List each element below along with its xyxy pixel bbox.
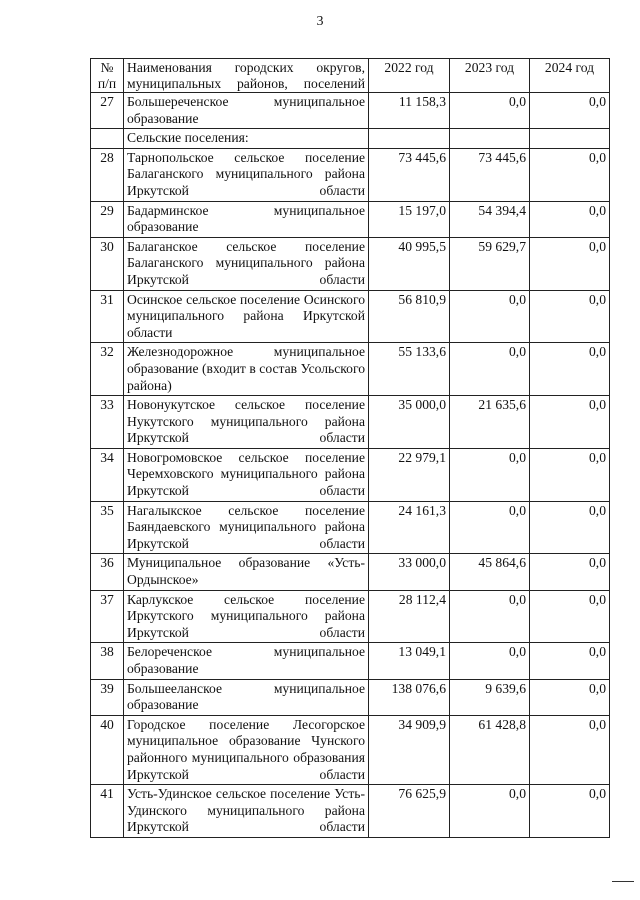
value-2024: 0,0 xyxy=(530,785,610,838)
value-2022: 24 161,3 xyxy=(369,501,450,554)
value-2022: 40 995,5 xyxy=(369,237,450,290)
table-row xyxy=(91,785,610,838)
value-2023: 61 428,8 xyxy=(450,715,530,784)
row-number: 36 xyxy=(91,554,124,590)
table-row xyxy=(91,679,610,715)
value-2023: 0,0 xyxy=(450,290,530,343)
value-2024: 0,0 xyxy=(530,554,610,590)
row-name: Новогромовское сельское поселение Черемховского муниципального района Иркутской области xyxy=(124,448,369,501)
value-2022: 55 133,6 xyxy=(369,343,450,396)
value-2023: 21 635,6 xyxy=(450,396,530,449)
table-row xyxy=(91,201,610,237)
value-2022 xyxy=(369,129,450,149)
table-row xyxy=(91,448,610,501)
value-2022: 73 445,6 xyxy=(369,148,450,201)
value-2024: 0,0 xyxy=(530,201,610,237)
table-row xyxy=(91,396,610,449)
value-2023: 0,0 xyxy=(450,343,530,396)
value-2024: 0,0 xyxy=(530,590,610,643)
row-number: 41 xyxy=(91,785,124,838)
value-2024: 0,0 xyxy=(530,501,610,554)
row-number xyxy=(91,129,124,149)
row-number: 28 xyxy=(91,148,124,201)
subsidy-table xyxy=(90,58,610,838)
row-number: 33 xyxy=(91,396,124,449)
table-row xyxy=(91,93,610,129)
table-row xyxy=(91,237,610,290)
row-name: Карлукское сельское поселение Иркутского муниципального района Иркутской области xyxy=(124,590,369,643)
page-edge-mark xyxy=(612,881,634,882)
row-name: Осинское сельское поселение Осинского муниципального района Иркутской области xyxy=(124,290,369,343)
header-2024: 2024 год xyxy=(530,59,610,93)
row-number: 34 xyxy=(91,448,124,501)
value-2023: 9 639,6 xyxy=(450,679,530,715)
row-number: 29 xyxy=(91,201,124,237)
row-name: Усть-Удинское сельское поселение Усть-Удинского муниципального района Иркутской области xyxy=(124,785,369,838)
value-2023: 0,0 xyxy=(450,93,530,129)
value-2022: 34 909,9 xyxy=(369,715,450,784)
header-2022: 2022 год xyxy=(369,59,450,93)
row-name: Большееланское муниципальное образование xyxy=(124,679,369,715)
value-2022: 35 000,0 xyxy=(369,396,450,449)
value-2024: 0,0 xyxy=(530,448,610,501)
value-2023: 54 394,4 xyxy=(450,201,530,237)
value-2023: 0,0 xyxy=(450,785,530,838)
row-name: Бадарминское муниципальное образование xyxy=(124,201,369,237)
table-header-row xyxy=(91,59,610,93)
table-row xyxy=(91,715,610,784)
row-name: Нагалыкское сельское поселение Баяндаевского муниципального района Иркутской области xyxy=(124,501,369,554)
table-row xyxy=(91,643,610,679)
row-number: 38 xyxy=(91,643,124,679)
value-2024: 0,0 xyxy=(530,237,610,290)
table-row xyxy=(91,590,610,643)
table-row xyxy=(91,343,610,396)
row-name: Балаганское сельское поселение Балаганского муниципального района Иркутской области xyxy=(124,237,369,290)
value-2023: 0,0 xyxy=(450,590,530,643)
row-number: 31 xyxy=(91,290,124,343)
value-2023: 73 445,6 xyxy=(450,148,530,201)
value-2024: 0,0 xyxy=(530,148,610,201)
value-2024: 0,0 xyxy=(530,643,610,679)
value-2022: 15 197,0 xyxy=(369,201,450,237)
value-2024: 0,0 xyxy=(530,290,610,343)
value-2024: 0,0 xyxy=(530,343,610,396)
value-2022: 11 158,3 xyxy=(369,93,450,129)
row-name: Муниципальное образование «Усть-Ордынское» xyxy=(124,554,369,590)
row-number: 40 xyxy=(91,715,124,784)
row-number: 27 xyxy=(91,93,124,129)
value-2024: 0,0 xyxy=(530,396,610,449)
header-name: Наименования городских округов, муниципальных районов, поселений xyxy=(124,59,369,93)
value-2022: 138 076,6 xyxy=(369,679,450,715)
value-2022: 28 112,4 xyxy=(369,590,450,643)
table-row xyxy=(91,148,610,201)
value-2023 xyxy=(450,129,530,149)
row-number: 37 xyxy=(91,590,124,643)
row-name: Городское поселение Лесогорское муниципальное образование Чунского районного муниципального образования Иркутской области xyxy=(124,715,369,784)
table-row xyxy=(91,501,610,554)
row-number: 32 xyxy=(91,343,124,396)
row-name: Тарнопольское сельское поселение Балаганского муниципального района Иркутской области xyxy=(124,148,369,201)
row-name: Железнодорожное муниципальное образование (входит в состав Усольского района) xyxy=(124,343,369,396)
value-2023: 0,0 xyxy=(450,643,530,679)
value-2023: 59 629,7 xyxy=(450,237,530,290)
value-2022: 56 810,9 xyxy=(369,290,450,343)
row-name: Новонукутское сельское поселение Нукутского муниципального района Иркутской области xyxy=(124,396,369,449)
section-label: Сельские поселения: xyxy=(124,129,369,149)
value-2022: 13 049,1 xyxy=(369,643,450,679)
value-2024: 0,0 xyxy=(530,93,610,129)
table-row-section xyxy=(91,129,610,149)
value-2022: 76 625,9 xyxy=(369,785,450,838)
row-name: Большереченское муниципальное образование xyxy=(124,93,369,129)
row-number: 35 xyxy=(91,501,124,554)
table-row xyxy=(91,554,610,590)
value-2023: 0,0 xyxy=(450,501,530,554)
row-name: Белореченское муниципальное образование xyxy=(124,643,369,679)
row-number: 30 xyxy=(91,237,124,290)
header-number: № п/п xyxy=(91,59,124,93)
value-2022: 33 000,0 xyxy=(369,554,450,590)
row-number: 39 xyxy=(91,679,124,715)
value-2024: 0,0 xyxy=(530,679,610,715)
value-2022: 22 979,1 xyxy=(369,448,450,501)
value-2023: 0,0 xyxy=(450,448,530,501)
value-2024 xyxy=(530,129,610,149)
header-2023: 2023 год xyxy=(450,59,530,93)
table-row xyxy=(91,290,610,343)
value-2024: 0,0 xyxy=(530,715,610,784)
value-2023: 45 864,6 xyxy=(450,554,530,590)
page-number: 3 xyxy=(316,14,324,29)
